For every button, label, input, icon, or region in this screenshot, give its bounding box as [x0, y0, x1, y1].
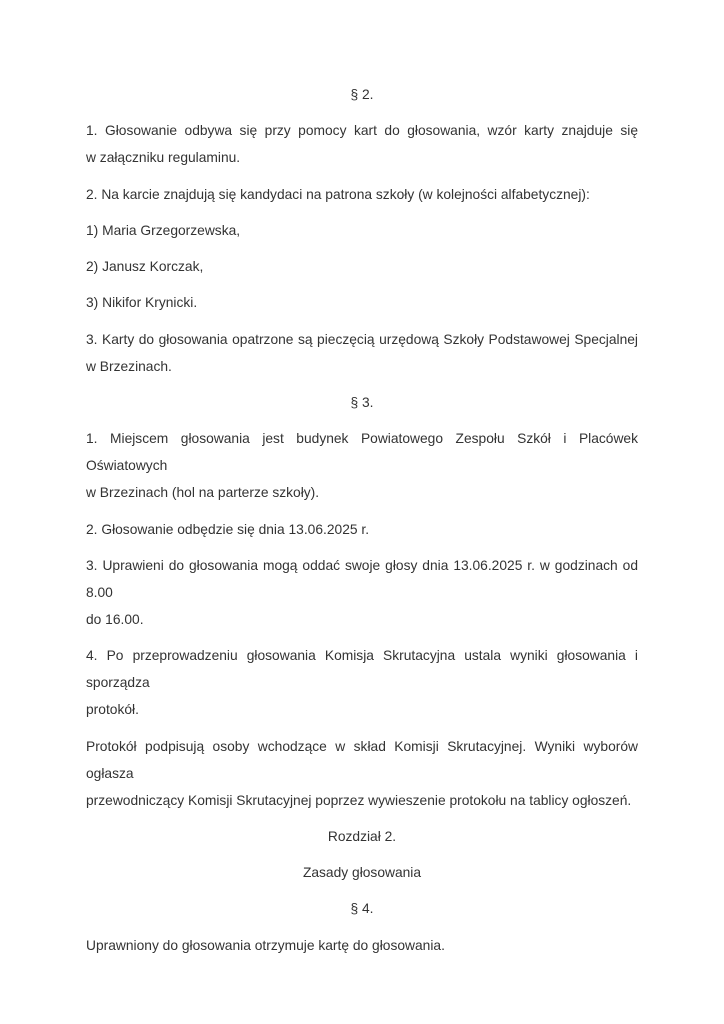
paragraph-candidates-intro [86, 181, 638, 208]
paragraph-line: 4. Po przeprowadzeniu głosowania Komisja Skrutacyjna ustala wyniki głosowania i sporządza [86, 648, 638, 691]
paragraph-line: 1) Maria Grzegorzewska, [86, 222, 241, 238]
section-heading-par-2: § 2. [350, 87, 374, 102]
paragraph-voting-cards [86, 117, 638, 171]
paragraph-line: do 16.00. [86, 611, 144, 627]
paragraph-card-entitlement [86, 932, 638, 959]
paragraph-line: w załączniku regulaminu. [86, 150, 241, 166]
paragraph-line: 3. Uprawieni do głosowania mogą oddać swoje głosy dnia 13.06.2025 r. w godzinach od 8.00 [86, 557, 638, 600]
paragraph-line: w Brzezinach. [86, 358, 172, 374]
paragraph-line: w Brzezinach (hol na parterze szkoły). [86, 485, 320, 501]
paragraph-line: 3. Karty do głosowania opatrzone są pieczęcią urzędową Szkoły Podstawowej Specjalnej [86, 331, 638, 347]
paragraph-committee-results [86, 642, 638, 723]
chapter-heading: Rozdział 2. [327, 828, 397, 844]
paragraph-line: protokół. [86, 702, 139, 718]
paragraph-line: 1. Głosowanie odbywa się przy pomocy kart do głosowania, wzór karty znajduje się [86, 123, 638, 139]
paragraph-line: przewodniczący Komisji Skrutacyjnej poprzez wywieszenie protokołu na tablicy ogłoszeń. [86, 792, 632, 808]
paragraph-voting-date [86, 516, 638, 543]
paragraph-line: 2. Głosowanie odbędzie się dnia 13.06.2025 r. [86, 521, 370, 537]
paragraph-protocol-signing [86, 733, 638, 814]
list-item-candidate-3 [86, 289, 638, 316]
paragraph-official-seal [86, 326, 638, 380]
paragraph-line: 2. Na karcie znajdują się kandydaci na patrona szkoły (w kolejności alfabetycznej): [86, 186, 590, 202]
chapter-subtitle: Zasady głosowania [302, 865, 422, 881]
section-heading-par-3: § 3. [350, 395, 374, 411]
paragraph-voting-hours [86, 552, 638, 633]
section-heading-par-4: § 4. [350, 901, 374, 917]
list-item-candidate-2 [86, 253, 638, 280]
list-item-candidate-1 [86, 217, 638, 244]
paragraph-line: 3) Nikifor Krynicki. [86, 295, 198, 311]
paragraph-line: 2) Janusz Korczak, [86, 259, 204, 275]
paragraph-line: Uprawniony do głosowania otrzymuje kartę do głosowania. [86, 937, 445, 953]
paragraph-voting-place [86, 425, 638, 506]
paragraph-line: Protokół podpisują osoby wchodzące w skład Komisji Skrutacyjnej. Wyniki wyborów ogłasza [86, 738, 638, 781]
paragraph-line: 1. Miejscem głosowania jest budynek Powiatowego Zespołu Szkół i Placówek Oświatowych [86, 431, 638, 474]
